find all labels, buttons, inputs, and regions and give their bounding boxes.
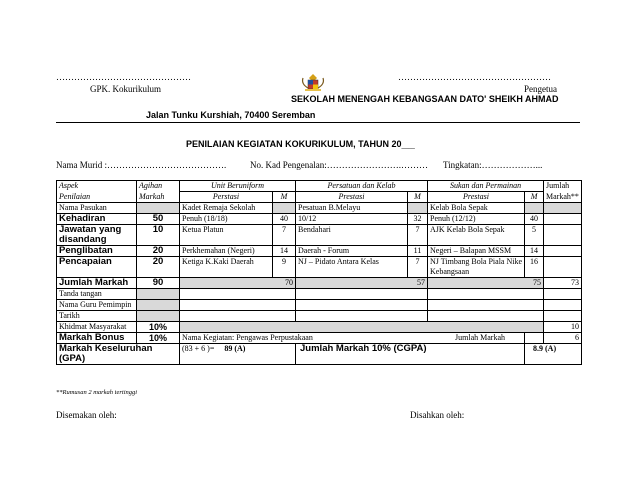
unit-m: 7 bbox=[273, 225, 296, 246]
agihan-value: 90 bbox=[137, 278, 180, 289]
jumlah-total: 6 bbox=[544, 333, 582, 344]
unit-m: 9 bbox=[273, 257, 296, 278]
table-row-keseluruhan bbox=[57, 344, 582, 365]
row-label: Nama Guru Pemimpin bbox=[57, 300, 137, 311]
table-header-row-1 bbox=[57, 181, 582, 192]
bonus-jumlah-label: Jumlah Markah bbox=[455, 333, 506, 342]
persatuan-m: 7 bbox=[408, 257, 428, 278]
row-label: Markah Keseluruhan (GPA) bbox=[57, 344, 180, 365]
persatuan-prestasi: Daerah - Forum bbox=[296, 246, 408, 257]
right-title: Pengetua bbox=[524, 84, 557, 94]
grey-cell bbox=[137, 203, 180, 214]
sukan-prestasi: Penuh (12/12) bbox=[428, 214, 525, 225]
assessment-table bbox=[56, 180, 582, 365]
row-label: Kehadiran bbox=[57, 214, 137, 225]
header-unit-perstasi: Perstasi bbox=[180, 192, 273, 203]
school-crest-icon bbox=[300, 73, 326, 91]
grey-cell bbox=[525, 203, 544, 214]
jumlah-cell bbox=[544, 289, 582, 300]
jumlah-cell bbox=[544, 246, 582, 257]
left-title: GPK. Kokurikulum bbox=[90, 84, 162, 94]
persatuan-prestasi: Bendahari bbox=[296, 225, 408, 246]
formula-value: 89 (A) bbox=[224, 344, 246, 353]
grey-cell bbox=[137, 300, 180, 311]
jumlah-cell bbox=[544, 257, 582, 278]
header-persatuan: Persatuan dan Kelab bbox=[296, 181, 428, 192]
disahkan-label: Disahkan oleh: bbox=[410, 410, 465, 420]
jumlah-cell bbox=[544, 225, 582, 246]
agihan-value: 10 bbox=[137, 225, 180, 246]
table-row-kehadiran bbox=[57, 214, 582, 225]
table-row-penglibatan bbox=[57, 246, 582, 257]
sukan-prestasi: NJ Timbang Bola Piala Nike Kebangsaan bbox=[428, 257, 525, 278]
grey-cell bbox=[180, 322, 544, 333]
jumlah-cell bbox=[544, 311, 582, 322]
header-unit: Unit Beruniform bbox=[180, 181, 296, 192]
persatuan-cell bbox=[296, 300, 428, 311]
form-title: PENILAIAN KEGIATAN KOKURIKULUM, TAHUN 20____ bbox=[186, 139, 415, 149]
formula-cell bbox=[180, 344, 296, 365]
sukan-m: 16 bbox=[525, 257, 544, 278]
unit-cell bbox=[180, 289, 296, 300]
row-label: Tarikh bbox=[57, 311, 137, 322]
row-label: Jumlah Markah bbox=[57, 278, 137, 289]
header-agihan: Agihan bbox=[137, 181, 180, 192]
sukan-prestasi: AJK Kelab Bola Sepak bbox=[428, 225, 525, 246]
unit-prestasi: Ketua Platun bbox=[180, 225, 273, 246]
kegiatan-name: Nama Kegiatan: Pengawas Perpustakaan bbox=[180, 333, 525, 344]
persatuan-cell bbox=[296, 289, 428, 300]
row-label: Pencapaian bbox=[57, 257, 137, 278]
table-header-row-2 bbox=[57, 192, 582, 203]
header-markah-star: Markah** bbox=[544, 192, 582, 203]
grey-cell bbox=[408, 203, 428, 214]
table-row-jawatan bbox=[57, 225, 582, 246]
header-markah: Markah bbox=[137, 192, 180, 203]
row-label: Khidmat Masyarakat bbox=[57, 322, 137, 333]
header-jumlah: Jumlah bbox=[544, 181, 582, 192]
agihan-value: 20 bbox=[137, 257, 180, 278]
unit-prestasi: Penuh (18/18) bbox=[180, 214, 273, 225]
agihan-value: 20 bbox=[137, 246, 180, 257]
agihan-value: 10% bbox=[137, 322, 180, 333]
persatuan-prestasi: 10/12 bbox=[296, 214, 408, 225]
cgpa-label: Jumlah Markah 10% (CGPA) bbox=[296, 344, 525, 365]
table-row-tarikh bbox=[57, 311, 582, 322]
header-penilaian: Penilaian bbox=[57, 192, 137, 203]
agihan-value: 10% bbox=[137, 333, 180, 344]
formula: (83 + 6 )= bbox=[182, 344, 215, 353]
row-label: Tanda tangan bbox=[57, 289, 137, 300]
sukan-cell bbox=[428, 311, 544, 322]
agihan-value: 50 bbox=[137, 214, 180, 225]
table-row-bonus bbox=[57, 333, 582, 344]
sukan-m: 5 bbox=[525, 225, 544, 246]
grey-cell bbox=[544, 203, 582, 214]
header-sukan-m: M bbox=[525, 192, 544, 203]
persatuan-m: 7 bbox=[408, 225, 428, 246]
signature-dots-right: …………………………………………… bbox=[398, 72, 551, 82]
grey-cell bbox=[137, 311, 180, 322]
header-aspek: Aspek bbox=[57, 181, 137, 192]
sukan-cell bbox=[428, 300, 544, 311]
unit-total: 70 bbox=[180, 278, 296, 289]
jumlah-total: 10 bbox=[544, 322, 582, 333]
sukan-prestasi: Negeri – Balapan MSSM bbox=[428, 246, 525, 257]
persatuan-cell bbox=[296, 311, 428, 322]
row-label: Jawatan yang disandang bbox=[57, 225, 137, 246]
unit-prestasi: Perkhemahan (Negeri) bbox=[180, 246, 273, 257]
cgpa-value: 8.9 (A) bbox=[525, 344, 582, 365]
school-name: SEKOLAH MENENGAH KEBANGSAAN DATO' SHEIKH AHMAD bbox=[291, 94, 559, 104]
signature-dots-left: ……………………………………… bbox=[56, 72, 191, 82]
persatuan-m: 32 bbox=[408, 214, 428, 225]
footnote: **Rumusan 2 markah tertinggi bbox=[56, 389, 138, 396]
unit-prestasi: Ketiga K.Kaki Daerah bbox=[180, 257, 273, 278]
jumlah-total: 73 bbox=[544, 278, 582, 289]
sukan-total: 75 bbox=[428, 278, 544, 289]
header-persatuan-m: M bbox=[408, 192, 428, 203]
persatuan-prestasi: NJ – Pidato Antara Kelas bbox=[296, 257, 408, 278]
jumlah-cell bbox=[544, 214, 582, 225]
grey-cell bbox=[273, 203, 296, 214]
unit-m: 40 bbox=[273, 214, 296, 225]
persatuan-total: 57 bbox=[296, 278, 428, 289]
header-persatuan-prestasi: Prestasi bbox=[296, 192, 408, 203]
table-row-nama-guru bbox=[57, 300, 582, 311]
unit-cell bbox=[180, 300, 296, 311]
unit-cell bbox=[180, 311, 296, 322]
table-row-jumlah-markah bbox=[57, 278, 582, 289]
persatuan-team: Pesatuan B.Melayu bbox=[296, 203, 408, 214]
table-row-tanda-tangan bbox=[57, 289, 582, 300]
unit-team: Kadet Remaja Sekolah bbox=[180, 203, 273, 214]
table-row-pencapaian bbox=[57, 257, 582, 278]
header-unit-m: M bbox=[273, 192, 296, 203]
table-row-nama-pasukan bbox=[57, 203, 582, 214]
disemak-label: Disemakan oleh: bbox=[56, 410, 117, 420]
ic-number-field: No. Kad Pengenalan:…………………….……… bbox=[250, 160, 428, 170]
sukan-m: 40 bbox=[525, 214, 544, 225]
table-row-khidmat bbox=[57, 322, 582, 333]
bonus-jumlah-label-cell bbox=[455, 333, 544, 344]
grey-cell bbox=[137, 289, 180, 300]
sukan-cell bbox=[428, 289, 544, 300]
grade-field: Tingkatan:………………... bbox=[443, 160, 543, 170]
student-name-field: Nama Murid :…………………………………. bbox=[56, 160, 227, 170]
row-label: Nama Pasukan bbox=[57, 203, 137, 214]
sukan-team: Kelab Bola Sepak bbox=[428, 203, 525, 214]
divider-top bbox=[56, 122, 580, 123]
header-sukan-prestasi: Prestasi bbox=[428, 192, 525, 203]
jumlah-cell bbox=[544, 300, 582, 311]
sukan-m: 14 bbox=[525, 246, 544, 257]
row-label: Markah Bonus bbox=[57, 333, 137, 344]
unit-m: 14 bbox=[273, 246, 296, 257]
header-sukan: Sukan dan Permainan bbox=[428, 181, 544, 192]
row-label: Penglibatan bbox=[57, 246, 137, 257]
school-address: Jalan Tunku Kurshiah, 70400 Seremban bbox=[146, 110, 316, 120]
persatuan-m: 11 bbox=[408, 246, 428, 257]
